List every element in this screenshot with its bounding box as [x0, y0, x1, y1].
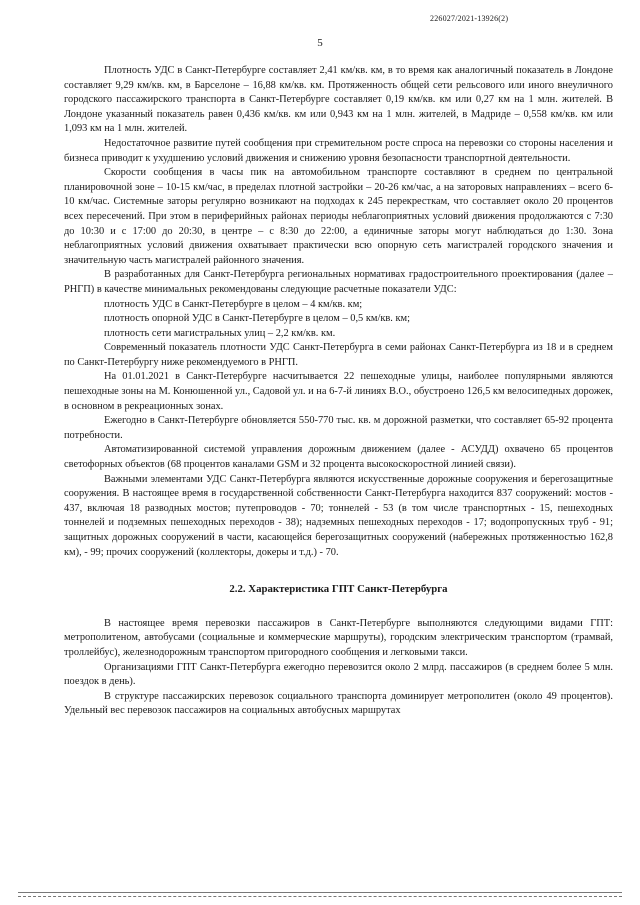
paragraph: Ежегодно в Санкт-Петербурге обновляется 550-770 тыс. кв. м дорожной разметки, что составляет 65-92 процента потребности. [64, 415, 613, 441]
paragraph: Плотность УДС в Санкт-Петербурге составляет 2,41 км/кв. км, в то время как аналогичный показатель в Лондоне составляет 9,29 км/кв. км, в Барселоне – 16,88 км/кв. км. Протяженность общей сети рельсового или иного внеуличного городского пассажирского транспорта в Санкт-Петербурге составляет 0,19 км/кв. км или 0,27 км на 1 млн. жителей. В Лондоне указанный показатель равен 0,436 км/кв. км или 0,943 км на 1 млн. жителей, в Мадриде – 0,558 км/кв. км или 1,093 км на 1 млн. жителей. [64, 65, 613, 135]
paragraph: На 01.01.2021 в Санкт-Петербурге насчитывается 22 пешеходные улицы, наиболее популярными являются пешеходные зоны на М. Конюшенной ул., Садовой ул. и на 6-7-й линиях В.О., обустроено 126,5 км велосипедных дорожек, в основном в рекреационных зонах. [64, 371, 613, 412]
list-item: плотность УДС в Санкт-Петербурге в целом – 4 км/кв. км; [104, 298, 363, 310]
paragraph: Организациями ГПТ Санкт-Петербурга ежегодно перевозится около 2 млрд. пассажиров (в среднем более 5 млн. поездок в день). [64, 661, 613, 688]
list-item: плотность сети магистральных улиц – 2,2 км/кв. км. [104, 327, 336, 339]
paragraph: В разработанных для Санкт-Петербурга региональных нормативах градостроительного проектирования (далее – РНГП) в качестве минимальных рекомендованы следующие расчетные показатели УДС: [64, 269, 613, 295]
document-body [64, 64, 613, 719]
section-heading: 2.2. Характеристика ГПТ Санкт-Петербурга [229, 583, 448, 596]
document-id: 226027/2021-13926(2) [430, 14, 509, 23]
scan-artifact-line [18, 892, 622, 893]
paragraph: Скорости сообщения в часы пик на автомобильном транспорте составляют в среднем по центральной планировочной зоне – 10-15 км/час, в пределах плотной застройки – 20-26 км/час, а на заторовых направлениях – всего 6-10 км/час. Системные заторы регулярно возникают на подходах к 245 перекресткам, что составляет около 20 процентов всех пересечений. При этом в периферийных районах периоды неблагоприятных условий движения продолжаются с 7:30 до 10:30 и с 17:00 до 20:30, в центре – с 8:30 до 22:00, а единичные заторы могут наблюдаться до 1:30. Зона неблагоприятных условий движения охватывает практически всю опорную сеть магистралей городского значения и значительную часть магистралей районного значения. [64, 167, 613, 266]
page-number: 5 [317, 37, 323, 49]
list-item: плотность опорной УДС в Санкт-Петербурге в целом – 0,5 км/кв. км; [104, 313, 411, 325]
paragraph: Автоматизированной системой управления дорожным движением (далее - АСУДД) охвачено 65 процентов светофорных объектов (68 процентов каналами GSM и 32 процента высокоскоростной линией связи). [64, 444, 613, 471]
paragraph: В настоящее время перевозки пассажиров в Санкт-Петербурге выполняются следующими видами ГПТ: метрополитеном, автобусами (социальные и коммерческие маршруты), городским электрическим транспортом (трамвай, троллейбус), железнодорожным транспортом пригородного сообщения и легковыми такси. [64, 617, 613, 658]
scan-artifact-line [18, 896, 622, 897]
paragraph: Современный показатель плотности УДС Санкт-Петербурга в семи районах Санкт-Петербурга из 18 и в среднем по Санкт-Петербургу ниже рекомендуемого в РНГП. [64, 342, 613, 368]
paragraph: В структуре пассажирских перевозок социального транспорта доминирует метрополитен (около 49 процентов). Удельный вес перевозок пассажиров на социальных автобусных маршрутах [64, 690, 613, 717]
paragraph: Недостаточное развитие путей сообщения при стремительном росте спроса на перевозки со стороны населения и бизнеса приводит к ухудшению условий движения и снижению уровня безопасности транспортной деятельности. [64, 137, 613, 164]
paragraph: Важными элементами УДС Санкт-Петербурга являются искусственные дорожные сооружения и берегозащитные сооружения. В настоящее время в государственной собственности Санкт-Петербурга находится 837 сооружений: мостов - 437, включая 18 разводных мостов; путепроводов - 70; тоннелей - 53 (в том числе транспортных - 15, пешеходных тоннелей и подземных пешеходных переходов - 38); надземных пешеходных переходов - 17; водопропускных труб - 91; защитных дорожных сооружений в части, касающейся берегозащитных сооружений (набережных протяженностью 162,8 км), - 99; прочих сооружений (коллекторы, докеры и т.д.) - 70. [64, 473, 613, 558]
